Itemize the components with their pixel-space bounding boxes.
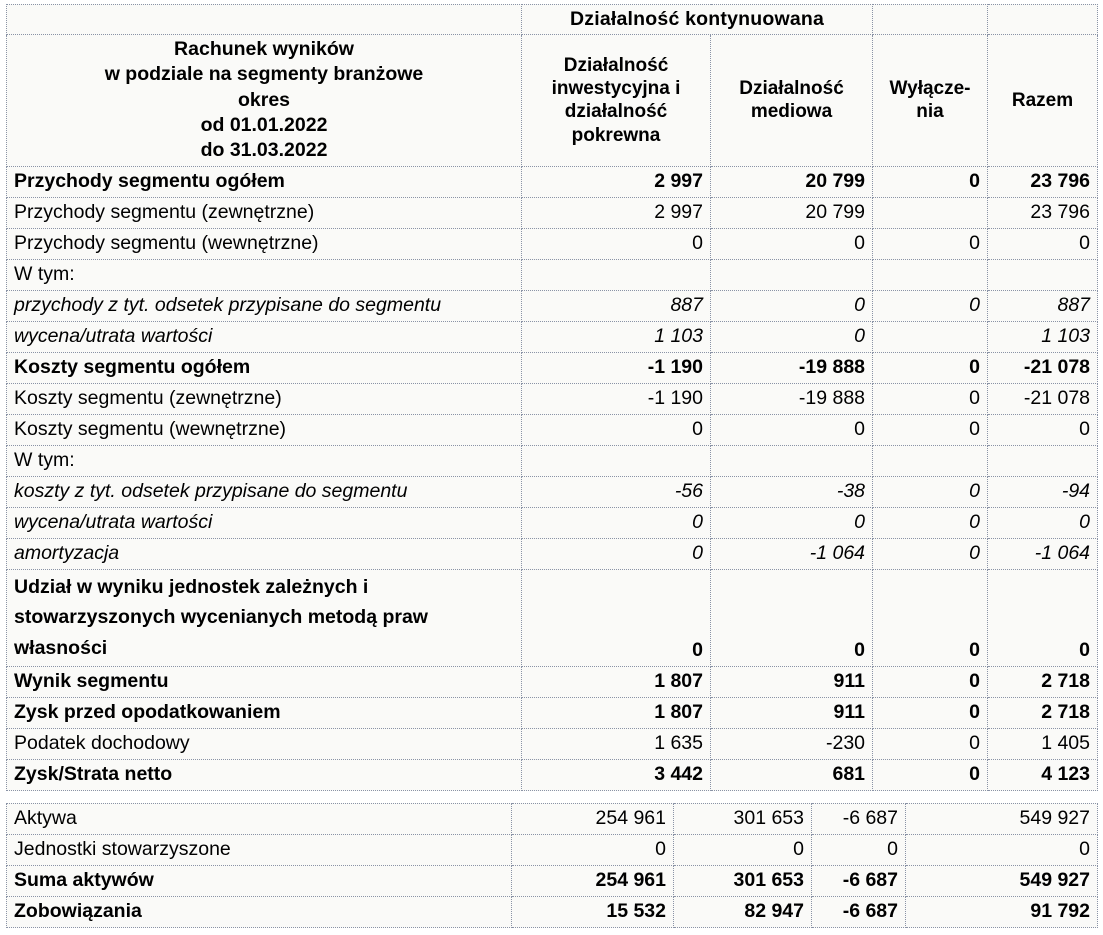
cell-exclusions bbox=[873, 321, 988, 352]
cell-exclusions: 0 bbox=[873, 507, 988, 538]
cell-media: 301 653 bbox=[674, 865, 812, 896]
cell-investment: 0 bbox=[522, 414, 711, 445]
cell-total: -1 064 bbox=[988, 538, 1098, 569]
cell-exclusions bbox=[873, 259, 988, 290]
cell-investment: 1 807 bbox=[522, 697, 711, 728]
row-label: W tym: bbox=[7, 259, 522, 290]
row-label: Wynik segmentu bbox=[7, 666, 522, 697]
title-line-2: w podziale na segmenty branżowe bbox=[104, 63, 424, 86]
cell-total: 1 103 bbox=[988, 321, 1098, 352]
cell-media: 0 bbox=[711, 507, 873, 538]
cell-investment: -1 190 bbox=[522, 352, 711, 383]
table-row bbox=[7, 445, 1098, 476]
cell-total: 549 927 bbox=[906, 803, 1098, 834]
cell-exclusions: 0 bbox=[873, 290, 988, 321]
balance-sheet-table bbox=[6, 803, 1098, 928]
cell-total bbox=[988, 259, 1098, 290]
cell-investment: 15 532 bbox=[512, 896, 674, 927]
cell-media bbox=[711, 445, 873, 476]
table-row bbox=[7, 290, 1098, 321]
cell-exclusions: 0 bbox=[873, 414, 988, 445]
cell-media: -19 888 bbox=[711, 352, 873, 383]
cell-media: 0 bbox=[711, 228, 873, 259]
table-row bbox=[7, 414, 1098, 445]
cell-media: 911 bbox=[711, 697, 873, 728]
row-label: Zobowiązania bbox=[7, 896, 512, 927]
row-label: wycena/utrata wartości bbox=[7, 321, 522, 352]
cell-total: -94 bbox=[988, 476, 1098, 507]
title-line-1: Rachunek wyników bbox=[174, 38, 354, 60]
row-label: koszty z tyt. odsetek przypisane do segmentu bbox=[7, 476, 522, 507]
cell-investment: 0 bbox=[522, 538, 711, 569]
row-label: Koszty segmentu (zewnętrzne) bbox=[7, 383, 522, 414]
cell-investment: 254 961 bbox=[512, 803, 674, 834]
row-label: Zysk przed opodatkowaniem bbox=[7, 697, 522, 728]
cell-media: 0 bbox=[711, 321, 873, 352]
table-row bbox=[7, 259, 1098, 290]
column-header-investment: Działalność inwestycyjna i działalność pokrewna bbox=[522, 35, 711, 167]
cell-total: -21 078 bbox=[988, 383, 1098, 414]
title-line-4: od 01.01.2022 bbox=[200, 114, 328, 137]
title-line-3: okres bbox=[237, 88, 291, 111]
table-row bbox=[7, 834, 1098, 865]
cell-media: 301 653 bbox=[674, 803, 812, 834]
cell-total: 4 123 bbox=[988, 759, 1098, 790]
cell-investment: 0 bbox=[512, 834, 674, 865]
cell-exclusions: 0 bbox=[873, 759, 988, 790]
cell-investment: 0 bbox=[522, 507, 711, 538]
cell-media: -230 bbox=[711, 728, 873, 759]
cell-total: 91 792 bbox=[906, 896, 1098, 927]
cell-media bbox=[711, 259, 873, 290]
cell-investment: 0 bbox=[522, 228, 711, 259]
table-row bbox=[7, 728, 1098, 759]
cell-total: 0 bbox=[988, 569, 1098, 666]
header-blank-total bbox=[988, 5, 1098, 35]
table-row bbox=[7, 197, 1098, 228]
table-row bbox=[7, 759, 1098, 790]
header-continuing-operations: Działalność kontynuowana bbox=[522, 5, 873, 35]
cell-media: 82 947 bbox=[674, 896, 812, 927]
cell-exclusions: 0 bbox=[873, 352, 988, 383]
cell-media: 0 bbox=[674, 834, 812, 865]
header-corner-blank bbox=[7, 5, 522, 35]
column-header-exclusions: Wyłącze-nia bbox=[873, 35, 988, 167]
table-row bbox=[7, 803, 1098, 834]
row-label: Przychody segmentu ogółem bbox=[7, 166, 522, 197]
cell-total: 23 796 bbox=[988, 197, 1098, 228]
cell-media: -1 064 bbox=[711, 538, 873, 569]
table-row bbox=[7, 507, 1098, 538]
cell-investment: 1 103 bbox=[522, 321, 711, 352]
cell-investment: 2 997 bbox=[522, 166, 711, 197]
row-label: Podatek dochodowy bbox=[7, 728, 522, 759]
header-blank-exclusions bbox=[873, 5, 988, 35]
row-label: Koszty segmentu (wewnętrzne) bbox=[7, 414, 522, 445]
cell-investment bbox=[522, 259, 711, 290]
cell-investment: 887 bbox=[522, 290, 711, 321]
cell-investment: 254 961 bbox=[512, 865, 674, 896]
cell-exclusions: -6 687 bbox=[812, 896, 906, 927]
cell-investment: 3 442 bbox=[522, 759, 711, 790]
table-row bbox=[7, 321, 1098, 352]
cell-investment bbox=[522, 445, 711, 476]
cell-exclusions: 0 bbox=[873, 728, 988, 759]
cell-total: 887 bbox=[988, 290, 1098, 321]
table-separator-gap bbox=[6, 791, 1097, 803]
table-row bbox=[7, 896, 1098, 927]
cell-media: 0 bbox=[711, 414, 873, 445]
table-row bbox=[7, 865, 1098, 896]
column-header-total: Razem bbox=[988, 35, 1098, 167]
row-label: Przychody segmentu (wewnętrzne) bbox=[7, 228, 522, 259]
cell-exclusions: 0 bbox=[873, 166, 988, 197]
row-label: Przychody segmentu (zewnętrzne) bbox=[7, 197, 522, 228]
cell-total bbox=[988, 445, 1098, 476]
cell-total: 0 bbox=[988, 414, 1098, 445]
cell-media: 0 bbox=[711, 569, 873, 666]
cell-exclusions: 0 bbox=[812, 834, 906, 865]
table-row bbox=[7, 569, 1098, 666]
cell-exclusions: 0 bbox=[873, 383, 988, 414]
cell-media: 20 799 bbox=[711, 197, 873, 228]
row-label: W tym: bbox=[7, 445, 522, 476]
cell-exclusions: 0 bbox=[873, 476, 988, 507]
cell-total: 0 bbox=[988, 507, 1098, 538]
cell-media: 681 bbox=[711, 759, 873, 790]
cell-media: 0 bbox=[711, 290, 873, 321]
table-row bbox=[7, 666, 1098, 697]
cell-media: -19 888 bbox=[711, 383, 873, 414]
cell-investment: 0 bbox=[522, 569, 711, 666]
cell-total: 2 718 bbox=[988, 697, 1098, 728]
row-label: Zysk/Strata netto bbox=[7, 759, 522, 790]
cell-media: 20 799 bbox=[711, 166, 873, 197]
row-label: przychody z tyt. odsetek przypisane do segmentu bbox=[7, 290, 522, 321]
row-label: Suma aktywów bbox=[7, 865, 512, 896]
row-label: Jednostki stowarzyszone bbox=[7, 834, 512, 865]
cell-exclusions: 0 bbox=[873, 538, 988, 569]
cell-total: 0 bbox=[906, 834, 1098, 865]
cell-investment: 1 807 bbox=[522, 666, 711, 697]
cell-exclusions: -6 687 bbox=[812, 803, 906, 834]
table-row bbox=[7, 352, 1098, 383]
cell-exclusions bbox=[873, 197, 988, 228]
cell-exclusions: -6 687 bbox=[812, 865, 906, 896]
row-label: Koszty segmentu ogółem bbox=[7, 352, 522, 383]
table-row bbox=[7, 476, 1098, 507]
cell-exclusions: 0 bbox=[873, 697, 988, 728]
cell-exclusions: 0 bbox=[873, 228, 988, 259]
table-row bbox=[7, 697, 1098, 728]
row-label: Aktywa bbox=[7, 803, 512, 834]
cell-total: 1 405 bbox=[988, 728, 1098, 759]
cell-total: 2 718 bbox=[988, 666, 1098, 697]
cell-exclusions bbox=[873, 445, 988, 476]
row-label: amortyzacja bbox=[7, 538, 522, 569]
cell-investment: 1 635 bbox=[522, 728, 711, 759]
cell-media: -38 bbox=[711, 476, 873, 507]
table-header-columns-row bbox=[7, 35, 1098, 167]
page-title bbox=[7, 35, 522, 167]
table-row bbox=[7, 228, 1098, 259]
cell-media: 911 bbox=[711, 666, 873, 697]
income-statement-table bbox=[6, 4, 1098, 791]
cell-exclusions: 0 bbox=[873, 569, 988, 666]
table-row bbox=[7, 538, 1098, 569]
table-header-group-row bbox=[7, 5, 1098, 35]
cell-total: -21 078 bbox=[988, 352, 1098, 383]
cell-investment: -1 190 bbox=[522, 383, 711, 414]
column-header-media: Działalność mediowa bbox=[711, 35, 873, 167]
cell-total: 23 796 bbox=[988, 166, 1098, 197]
table-row bbox=[7, 166, 1098, 197]
cell-total: 0 bbox=[988, 228, 1098, 259]
table-row bbox=[7, 383, 1098, 414]
title-line-5: do 31.03.2022 bbox=[200, 139, 328, 162]
cell-investment: -56 bbox=[522, 476, 711, 507]
cell-exclusions: 0 bbox=[873, 666, 988, 697]
cell-total: 549 927 bbox=[906, 865, 1098, 896]
cell-investment: 2 997 bbox=[522, 197, 711, 228]
row-label: wycena/utrata wartości bbox=[7, 507, 522, 538]
row-label: Udział w wyniku jednostek zależnych i stowarzyszonych wycenianych metodą praw własności bbox=[7, 569, 522, 666]
